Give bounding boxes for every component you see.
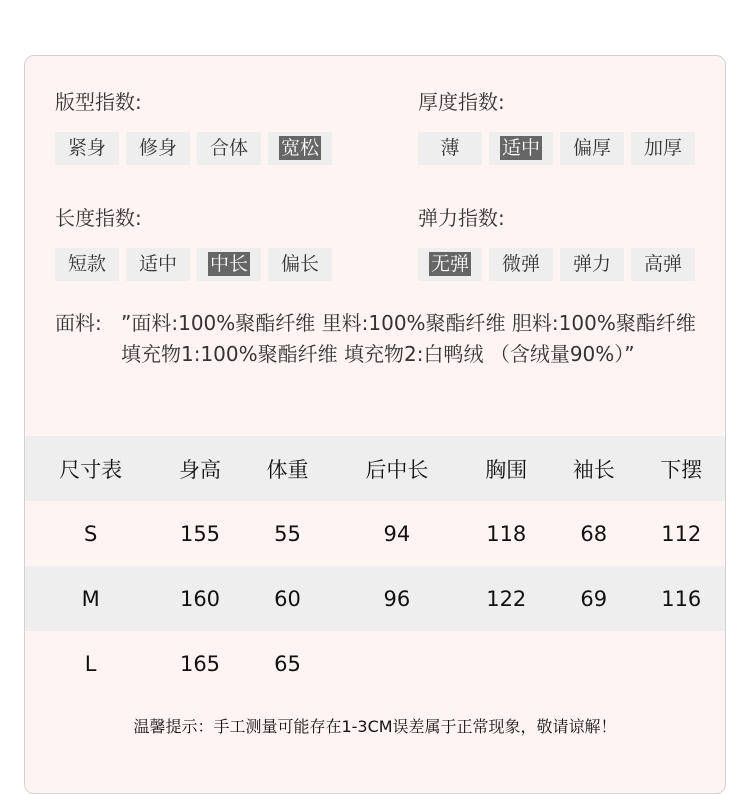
elasticity-option-stretch: 弹力 <box>560 248 624 281</box>
table-cell: 96 <box>383 586 411 611</box>
fabric-text: ”面料:100%聚酯纤维 里料:100%聚酯纤维 胆料:100%聚酯纤维 填充物1:100%聚酯纤维 填充物2:白鸭绒 （含绒量90%）” <box>121 311 696 366</box>
elasticity-option-high: 高弹 <box>631 248 695 281</box>
table-row <box>25 501 725 566</box>
product-info-card <box>24 55 726 794</box>
length-index <box>55 204 319 275</box>
elasticity-index <box>418 204 682 275</box>
thickness-option-thin: 薄 <box>418 132 482 165</box>
elasticity-option-slight: 微弹 <box>489 248 553 281</box>
length-option-mid-long: 中长 <box>197 248 261 281</box>
table-cell: 68 <box>580 521 608 546</box>
table-cell <box>638 631 726 696</box>
table-cell: 69 <box>580 586 608 611</box>
table-cell: 160 <box>179 586 221 611</box>
table-cell: S <box>83 521 98 546</box>
thickness-option-medium: 适中 <box>489 132 553 165</box>
table-cell: 112 <box>661 521 702 546</box>
fit-option-tailored: 修身 <box>126 132 190 165</box>
table-cell: M <box>81 586 100 611</box>
table-cell <box>331 631 462 696</box>
fit-index <box>55 88 319 159</box>
table-cell <box>463 631 551 696</box>
fit-option-slim: 紧身 <box>55 132 119 165</box>
fit-index-label: 版型指数: <box>55 90 142 114</box>
header-back-length: 后中长 <box>365 457 429 482</box>
table-cell: 55 <box>274 521 301 546</box>
header-chest: 胸围 <box>485 457 528 482</box>
header-size-chart: 尺寸表 <box>59 457 123 482</box>
table-row <box>25 631 725 696</box>
table-cell <box>550 631 638 696</box>
size-table <box>25 436 725 696</box>
header-height: 身高 <box>179 457 221 482</box>
elasticity-index-label: 弹力指数: <box>418 206 505 230</box>
length-option-medium: 适中 <box>126 248 190 281</box>
thickness-index-label: 厚度指数: <box>418 90 505 114</box>
table-cell: 165 <box>179 651 221 676</box>
table-cell: 155 <box>179 521 221 546</box>
table-cell: 118 <box>486 521 527 546</box>
size-table-header <box>25 436 725 501</box>
table-row <box>25 566 725 631</box>
table-cell: L <box>84 651 97 676</box>
table-cell: 60 <box>274 586 301 611</box>
table-cell: 122 <box>486 586 527 611</box>
measurement-tip: 温馨提示：手工测量可能存在1-3CM误差属于正常现象，敬请谅解！ <box>133 717 617 736</box>
header-sleeve: 袖长 <box>572 457 615 482</box>
fabric-label: 面料: <box>55 311 102 335</box>
thickness-option-thick: 偏厚 <box>560 132 624 165</box>
length-option-long: 偏长 <box>268 248 332 281</box>
elasticity-option-none: 无弹 <box>418 248 482 281</box>
fit-option-loose: 宽松 <box>268 132 332 165</box>
table-cell: 94 <box>383 521 411 546</box>
header-hem: 下摆 <box>660 457 703 482</box>
length-index-label: 长度指数: <box>55 206 142 230</box>
table-cell: 65 <box>274 651 301 676</box>
table-cell: 116 <box>661 586 702 611</box>
thickness-option-extra-thick: 加厚 <box>631 132 695 165</box>
fit-option-regular: 合体 <box>197 132 261 165</box>
header-weight: 体重 <box>266 457 309 482</box>
length-option-short: 短款 <box>55 248 119 281</box>
thickness-index <box>418 88 682 159</box>
